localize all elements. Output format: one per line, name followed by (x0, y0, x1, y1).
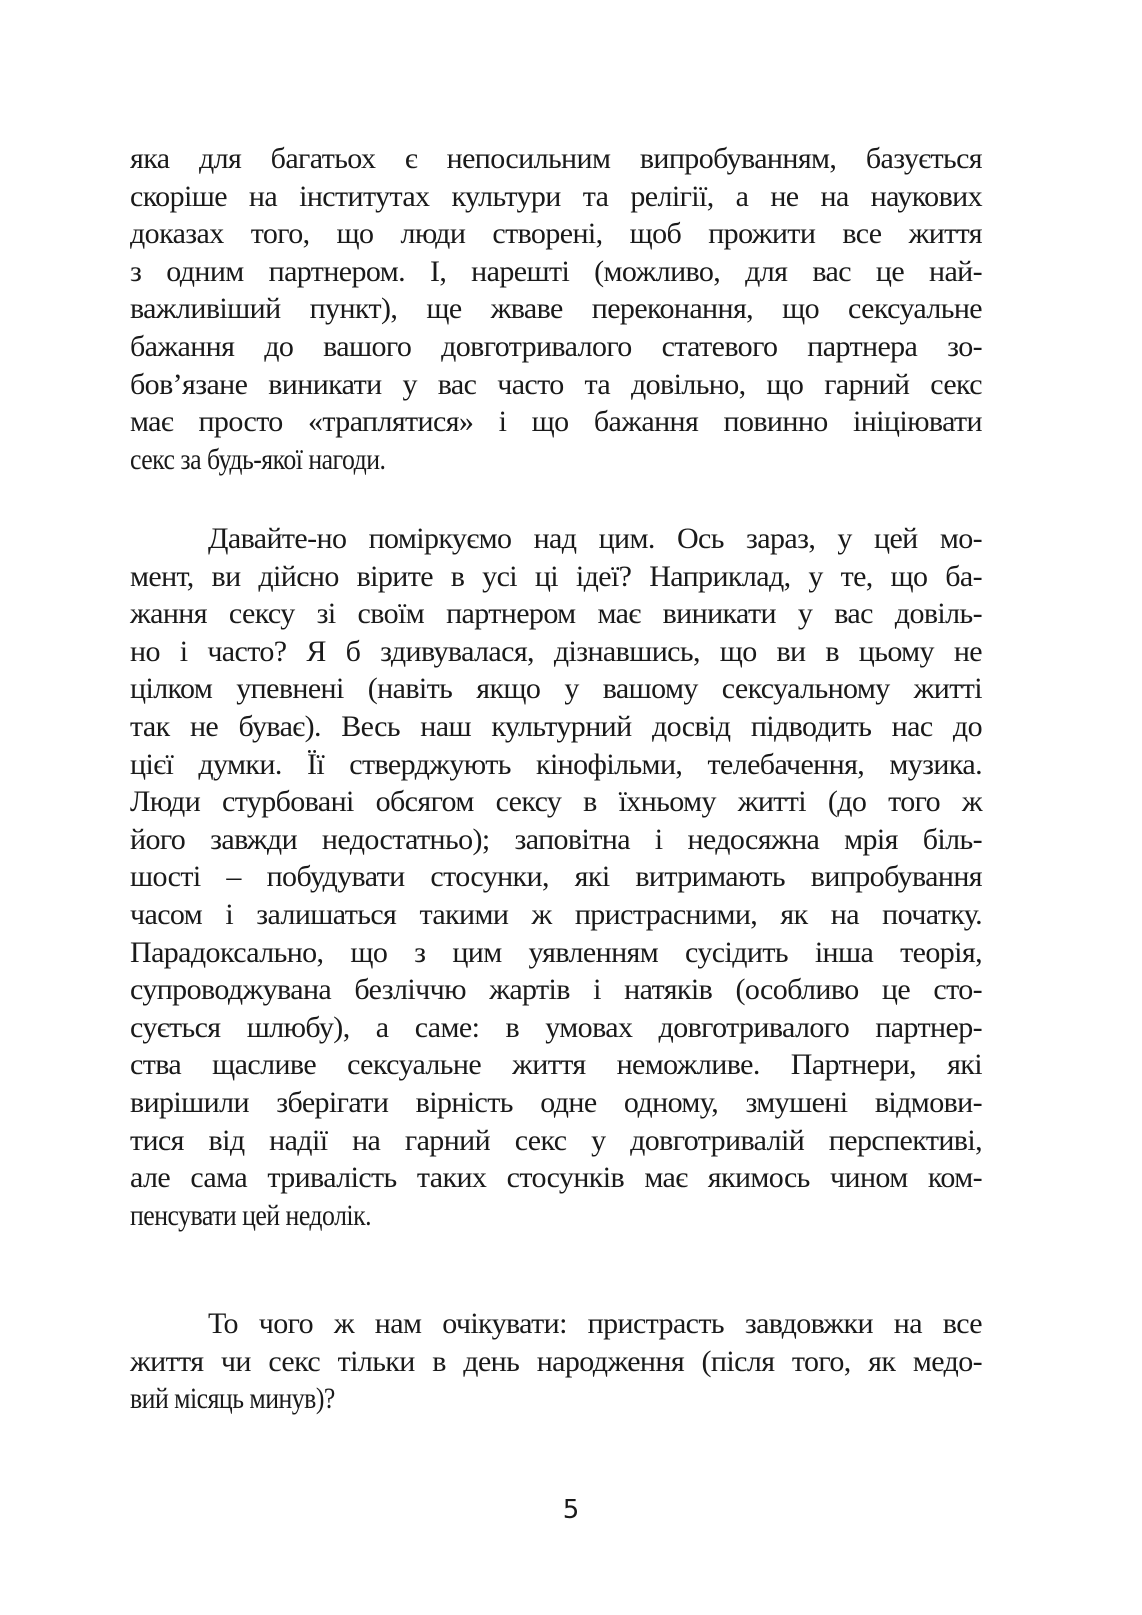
text-line: яка для багатьох є непосильним випробуванням, базується (130, 142, 982, 175)
text-line: доказах того, що люди створені, щоб прожити все життя (130, 217, 982, 251)
text-line: но і часто? Я б здивувалася, дізнавшись, що ви в цьому не (130, 634, 982, 668)
text-line: його завжди недостатньо); заповітна і недосяжна мрія біль- (130, 822, 982, 856)
paragraph-3 (130, 1305, 982, 1418)
text-line: цієї думки. Її стверджують кінофільми, телебачення, музика. (130, 747, 982, 781)
text-line: має просто «траплятися» і що бажання повинно ініціювати (130, 405, 982, 439)
text-line: тися від надії на гарний секс у довготривалій перспективі, (130, 1123, 982, 1157)
text-line: вий місяць минув)? (130, 1382, 335, 1416)
text-line: ства щасливе сексуальне життя неможливе. Партнери, які (130, 1048, 982, 1082)
text-line: жання сексу зі своїм партнером має виникати у вас довіль- (130, 597, 982, 631)
text-line: супроводжувана безліччю жартів і натяків (особливо це сто- (130, 973, 982, 1007)
text-line: так не буває). Весь наш культурний досвід підводить нас до (130, 709, 982, 743)
text-line: Парадоксально, що з цим уявленням сусідить інша теорія, (130, 935, 982, 969)
text-line: Люди стурбовані обсягом сексу в їхньому житті (до того ж (130, 785, 982, 819)
text-line: але сама тривалість таких стосунків має якимось чином ком- (130, 1161, 982, 1195)
text-line: скоріше на інститутах культури та релігії, а не на наукових (130, 179, 982, 213)
text-line: вирішили зберігати вірність одне одному, змушені відмови- (130, 1085, 982, 1119)
text-line: То чого ж нам очікувати: пристрасть завдовжки на все (208, 1307, 982, 1340)
page-number: 5 (562, 1495, 580, 1525)
text-line: сується шлюбу), а саме: в умовах довготривалого партнер- (130, 1010, 982, 1044)
text-line: цілком упевнені (навіть якщо у вашому сексуальному житті (130, 672, 982, 706)
text-line: секс за будь-якої нагоди. (130, 442, 386, 476)
text-line: пенсувати цей недолік. (130, 1198, 372, 1232)
text-line: бов’язане виникати у вас часто та довільно, що гарний секс (130, 367, 982, 401)
text-line: часом і залишаться такими ж пристрасними, як на початку. (130, 897, 982, 931)
paragraph-1 (130, 140, 982, 478)
text-line: мент, ви дійсно вірите в усі ці ідеї? Наприклад, у те, що ба- (130, 559, 982, 593)
text-line: бажання до вашого довготривалого статевого партнера зо- (130, 329, 982, 363)
paragraph-2 (130, 520, 982, 1234)
text-line: життя чи секс тільки в день народження (після того, як медо- (130, 1344, 982, 1378)
text-line: важливіший пункт), ще жваве переконання, що сексуальне (130, 292, 982, 326)
text-line: Давайте-но поміркуємо над цим. Ось зараз, у цей мо- (208, 522, 982, 555)
text-line: з одним партнером. І, нарешті (можливо, для вас це най- (130, 254, 982, 288)
text-line: шості – побудувати стосунки, які витримають випробування (130, 860, 982, 894)
